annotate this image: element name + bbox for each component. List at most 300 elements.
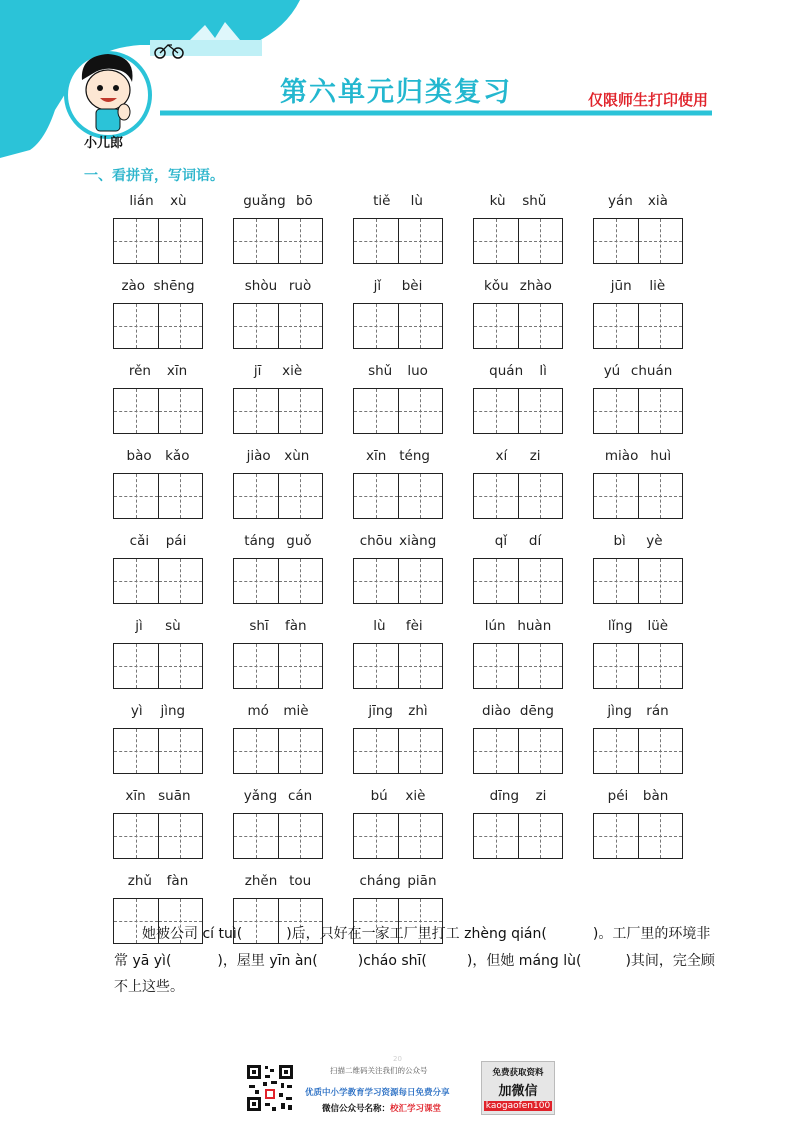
pinyin-label [113, 530, 203, 552]
pinyin-syllable: lún [484, 618, 506, 634]
character-boxes [473, 643, 563, 689]
character-boxes [233, 813, 323, 859]
writing-cell[interactable] [594, 814, 638, 858]
pinyin-syllable: lǐng [607, 618, 633, 634]
footer-line-2: 优质中小学教育学习资源每日免费分享 [305, 1088, 450, 1098]
pinyin-label [113, 190, 203, 212]
pinyin-syllable: dí [528, 533, 542, 549]
pinyin-syllable: suān [158, 788, 191, 804]
pinyin-label [233, 190, 323, 212]
writing-cell[interactable] [354, 219, 398, 263]
pinyin-syllable: zào [121, 278, 146, 294]
wechat-badge [481, 1061, 555, 1115]
badge-line-1: 免费获取资料 [492, 1068, 544, 1078]
character-boxes [113, 218, 203, 264]
footer-line-3 [322, 1102, 441, 1114]
pinyin-label [473, 445, 563, 467]
pinyin-syllable: xīn [125, 788, 146, 804]
pinyin-syllable: jī [253, 363, 262, 379]
word-item [593, 700, 683, 774]
character-boxes [473, 218, 563, 264]
pinyin-syllable: jūn [610, 278, 632, 294]
writing-cell[interactable] [518, 559, 563, 603]
word-item [113, 785, 203, 859]
word-item [593, 530, 683, 604]
writing-cell[interactable] [474, 559, 518, 603]
pinyin-syllable: jǐ [373, 278, 382, 294]
writing-cell[interactable] [354, 389, 398, 433]
pinyin-label [233, 615, 323, 637]
pinyin-syllable: quán [489, 363, 524, 379]
character-boxes [233, 218, 323, 264]
pinyin-syllable: zhǔ [127, 873, 152, 889]
writing-cell[interactable] [234, 559, 278, 603]
writing-cell[interactable] [474, 644, 518, 688]
writing-cell[interactable] [278, 644, 323, 688]
writing-cell[interactable] [398, 304, 443, 348]
character-boxes [113, 473, 203, 519]
writing-cell[interactable] [638, 814, 683, 858]
pinyin-syllable: guǎng [243, 193, 286, 209]
word-item [233, 360, 323, 434]
pinyin-syllable: yán [608, 193, 633, 209]
pinyin-syllable: dēng [519, 703, 554, 719]
pinyin-syllable: xiè [405, 788, 426, 804]
pinyin-label [593, 700, 683, 722]
character-boxes [473, 813, 563, 859]
writing-cell[interactable] [518, 474, 563, 518]
word-item [233, 700, 323, 774]
writing-cell[interactable] [158, 559, 203, 603]
pinyin-syllable: fèi [405, 618, 423, 634]
writing-cell[interactable] [638, 389, 683, 433]
writing-cell[interactable] [158, 814, 203, 858]
word-item [473, 530, 563, 604]
character-boxes [113, 643, 203, 689]
writing-cell[interactable] [474, 304, 518, 348]
writing-cell[interactable] [234, 304, 278, 348]
writing-cell[interactable] [158, 474, 203, 518]
word-item [593, 275, 683, 349]
writing-cell[interactable] [158, 729, 203, 773]
writing-cell[interactable] [518, 644, 563, 688]
character-boxes [473, 473, 563, 519]
writing-cell[interactable] [158, 389, 203, 433]
pinyin-label [113, 870, 203, 892]
character-boxes [473, 728, 563, 774]
word-item [593, 615, 683, 689]
writing-cell[interactable] [234, 389, 278, 433]
pinyin-syllable: cháng [359, 873, 401, 889]
word-item [113, 445, 203, 519]
word-item [353, 700, 443, 774]
writing-cell[interactable] [234, 814, 278, 858]
writing-cell[interactable] [638, 474, 683, 518]
character-boxes [593, 303, 683, 349]
writing-cell[interactable] [594, 304, 638, 348]
badge-line-3: kaogaofen100 [485, 1101, 551, 1111]
pinyin-syllable: shǔ [522, 193, 547, 209]
writing-cell[interactable] [518, 389, 563, 433]
writing-cell[interactable] [278, 389, 323, 433]
pinyin-syllable: qǐ [494, 533, 508, 549]
pinyin-syllable: huì [650, 448, 672, 464]
writing-cell[interactable] [398, 729, 443, 773]
character-boxes [113, 303, 203, 349]
writing-cell[interactable] [638, 219, 683, 263]
word-item [353, 275, 443, 349]
pinyin-syllable: huàn [517, 618, 552, 634]
writing-cell[interactable] [278, 304, 323, 348]
pinyin-label [593, 445, 683, 467]
word-item [353, 190, 443, 264]
character-boxes [353, 473, 443, 519]
pinyin-syllable: bō [295, 193, 313, 209]
writing-cell[interactable] [114, 219, 158, 263]
writing-cell[interactable] [354, 304, 398, 348]
pinyin-syllable: xià [647, 193, 668, 209]
character-boxes [113, 728, 203, 774]
word-item [473, 360, 563, 434]
word-item [233, 275, 323, 349]
writing-cell[interactable] [638, 304, 683, 348]
writing-cell[interactable] [158, 304, 203, 348]
pinyin-label [113, 785, 203, 807]
writing-cell[interactable] [354, 644, 398, 688]
word-item [593, 445, 683, 519]
word-item [473, 190, 563, 264]
pinyin-syllable: xīn [365, 448, 387, 464]
pinyin-label [233, 445, 323, 467]
section-title: 一、看拼音，写词语。 [84, 168, 224, 184]
character-boxes [353, 388, 443, 434]
pinyin-syllable: pái [165, 533, 187, 549]
pinyin-syllable: jīng [368, 703, 393, 719]
pinyin-syllable: fàn [166, 873, 189, 889]
writing-cell[interactable] [474, 729, 518, 773]
pinyin-syllable: táng [244, 533, 275, 549]
pinyin-syllable: lù [373, 618, 386, 634]
pinyin-label [473, 615, 563, 637]
pinyin-syllable: sù [165, 618, 181, 634]
writing-cell[interactable] [278, 559, 323, 603]
pinyin-label [593, 530, 683, 552]
writing-cell[interactable] [354, 474, 398, 518]
pinyin-syllable: jìng [607, 703, 632, 719]
pinyin-syllable: kǒu [484, 278, 509, 294]
pinyin-syllable: bì [613, 533, 626, 549]
passage-seg-1: 她被公司 cí tuì( [142, 926, 243, 942]
character-boxes [593, 728, 683, 774]
pinyin-label [473, 700, 563, 722]
writing-cell[interactable] [114, 729, 158, 773]
pinyin-syllable: zhào [519, 278, 552, 294]
pinyin-syllable: zhì [408, 703, 428, 719]
word-item [113, 360, 203, 434]
character-boxes [233, 558, 323, 604]
pinyin-syllable: rán [646, 703, 669, 719]
reading-passage [114, 921, 718, 1001]
pinyin-label [353, 700, 443, 722]
writing-cell[interactable] [398, 219, 443, 263]
pinyin-label [353, 445, 443, 467]
pinyin-syllable: kǎo [165, 448, 190, 464]
pinyin-syllable: xùn [284, 448, 310, 464]
pinyin-syllable: chuán [630, 363, 673, 379]
pinyin-label [113, 700, 203, 722]
pinyin-syllable: lù [410, 193, 423, 209]
writing-cell[interactable] [354, 559, 398, 603]
word-item [233, 615, 323, 689]
writing-cell[interactable] [474, 219, 518, 263]
pinyin-label [233, 530, 323, 552]
writing-cell[interactable] [398, 389, 443, 433]
pinyin-syllable: guǒ [286, 533, 312, 549]
pinyin-label [593, 190, 683, 212]
pinyin-syllable: miào [604, 448, 639, 464]
character-boxes [353, 558, 443, 604]
pinyin-syllable: miè [283, 703, 309, 719]
word-item [353, 445, 443, 519]
word-item [113, 275, 203, 349]
pinyin-syllable: tou [289, 873, 312, 889]
pinyin-label [353, 785, 443, 807]
character-boxes [473, 388, 563, 434]
pinyin-syllable: shēng [153, 278, 195, 294]
pinyin-label [353, 360, 443, 382]
pinyin-label [473, 785, 563, 807]
writing-cell[interactable] [518, 729, 563, 773]
character-boxes [593, 473, 683, 519]
footer [0, 1055, 800, 1123]
pinyin-syllable: yǎng [243, 788, 278, 804]
writing-cell[interactable] [114, 814, 158, 858]
writing-cell[interactable] [638, 644, 683, 688]
word-item [593, 360, 683, 434]
pinyin-label [113, 360, 203, 382]
character-boxes [473, 558, 563, 604]
writing-cell[interactable] [398, 474, 443, 518]
writing-cell[interactable] [114, 644, 158, 688]
badge-line-2: 加微信 [498, 1084, 538, 1099]
pinyin-syllable: diào [482, 703, 511, 719]
character-boxes [113, 813, 203, 859]
character-boxes [353, 813, 443, 859]
pinyin-label [473, 190, 563, 212]
pinyin-label [593, 275, 683, 297]
pinyin-syllable: luo [407, 363, 428, 379]
pinyin-syllable: bèi [401, 278, 423, 294]
pinyin-syllable: shòu [244, 278, 278, 294]
pinyin-syllable: lüè [647, 618, 669, 634]
pinyin-label [233, 870, 323, 892]
writing-cell[interactable] [234, 644, 278, 688]
writing-cell[interactable] [518, 814, 563, 858]
print-notice: 仅限师生打印使用 [588, 91, 709, 109]
writing-cell[interactable] [518, 219, 563, 263]
pinyin-syllable: xiàng [399, 533, 437, 549]
writing-cell[interactable] [114, 389, 158, 433]
writing-cell[interactable] [278, 814, 323, 858]
passage-seg-4: )，屋里 yīn àn( [217, 952, 318, 969]
word-item [353, 615, 443, 689]
character-boxes [593, 388, 683, 434]
word-item [473, 275, 563, 349]
pinyin-syllable: xí [495, 448, 508, 464]
passage-seg-6: )，但她 máng lù( [466, 952, 582, 969]
pinyin-label [353, 530, 443, 552]
character-boxes [233, 728, 323, 774]
character-boxes [593, 218, 683, 264]
pinyin-syllable: kù [489, 193, 506, 209]
character-boxes [593, 813, 683, 859]
writing-cell[interactable] [354, 729, 398, 773]
character-boxes [593, 558, 683, 604]
pinyin-syllable: shǔ [368, 363, 393, 379]
pinyin-syllable: dīng [489, 788, 520, 804]
writing-cell[interactable] [234, 729, 278, 773]
pinyin-syllable: cǎi [129, 533, 150, 549]
character-boxes [233, 473, 323, 519]
pinyin-syllable: zi [529, 448, 541, 464]
writing-cell[interactable] [158, 644, 203, 688]
pinyin-label [233, 785, 323, 807]
pinyin-syllable: yè [646, 533, 663, 549]
word-item [593, 785, 683, 859]
page-title: 第六单元归类复习 [280, 77, 512, 108]
pinyin-label [113, 615, 203, 637]
writing-cell[interactable] [594, 559, 638, 603]
pinyin-syllable: xù [170, 193, 187, 209]
writing-cell[interactable] [398, 814, 443, 858]
word-item [473, 445, 563, 519]
writing-cell[interactable] [114, 474, 158, 518]
writing-cell[interactable] [594, 474, 638, 518]
pinyin-syllable: xiè [282, 363, 303, 379]
passage-seg-3: )。工厂里的环境非常 yā yì( [114, 926, 711, 969]
word-item [473, 785, 563, 859]
pinyin-syllable: lián [129, 193, 154, 209]
pinyin-syllable: bú [370, 788, 388, 804]
character-boxes [353, 218, 443, 264]
pinyin-syllable: piān [407, 873, 437, 889]
pinyin-syllable: chōu [359, 533, 393, 549]
pinyin-syllable: jìng [160, 703, 186, 719]
passage-seg-2: )后，只好在一家工厂里打工 zhèng qián( [286, 926, 547, 942]
writing-cell[interactable] [234, 474, 278, 518]
pinyin-label [353, 870, 443, 892]
writing-cell[interactable] [278, 474, 323, 518]
pinyin-label [233, 275, 323, 297]
word-item [593, 190, 683, 264]
passage-seg-7: )其间，完全顾不上这些。 [114, 952, 715, 995]
brand-logo-text: 小儿郎 [84, 136, 124, 151]
pinyin-label [593, 785, 683, 807]
character-boxes [113, 388, 203, 434]
pinyin-syllable: liè [649, 278, 666, 294]
word-item [113, 615, 203, 689]
word-item [233, 530, 323, 604]
pinyin-label [353, 190, 443, 212]
writing-cell[interactable] [114, 304, 158, 348]
pinyin-label [473, 275, 563, 297]
word-item [113, 700, 203, 774]
footer-account-name: 校汇学习课堂 [390, 1104, 442, 1114]
character-boxes [473, 303, 563, 349]
pinyin-syllable: lì [539, 363, 547, 379]
character-boxes [233, 303, 323, 349]
writing-cell[interactable] [158, 219, 203, 263]
writing-cell[interactable] [594, 219, 638, 263]
writing-cell[interactable] [114, 559, 158, 603]
character-boxes [353, 303, 443, 349]
character-boxes [233, 388, 323, 434]
writing-cell[interactable] [354, 814, 398, 858]
word-item [233, 785, 323, 859]
pinyin-word-grid [113, 190, 753, 944]
pinyin-syllable: jiào [246, 448, 271, 464]
writing-cell[interactable] [398, 559, 443, 603]
pinyin-syllable: xīn [166, 363, 188, 379]
pinyin-label [233, 360, 323, 382]
pinyin-syllable: yì [130, 703, 143, 719]
word-item [473, 700, 563, 774]
writing-cell[interactable] [594, 729, 638, 773]
pinyin-syllable: mó [247, 703, 269, 719]
character-boxes [353, 643, 443, 689]
pinyin-label [593, 615, 683, 637]
writing-cell[interactable] [278, 729, 323, 773]
writing-cell[interactable] [594, 389, 638, 433]
pinyin-label [473, 530, 563, 552]
word-item [353, 360, 443, 434]
character-boxes [233, 643, 323, 689]
writing-cell[interactable] [638, 729, 683, 773]
pinyin-syllable: bàn [642, 788, 669, 804]
writing-cell[interactable] [398, 644, 443, 688]
character-boxes [593, 643, 683, 689]
character-boxes [353, 728, 443, 774]
writing-cell[interactable] [474, 814, 518, 858]
pinyin-syllable: téng [399, 448, 430, 464]
page-number: 20 [393, 1055, 402, 1063]
writing-cell[interactable] [234, 219, 278, 263]
pinyin-label [593, 360, 683, 382]
pinyin-syllable: ruò [288, 278, 312, 294]
pinyin-syllable: yú [603, 363, 621, 379]
writing-cell[interactable] [474, 389, 518, 433]
pinyin-syllable: bào [126, 448, 152, 464]
pinyin-label [233, 700, 323, 722]
word-item [233, 445, 323, 519]
writing-cell[interactable] [594, 644, 638, 688]
writing-cell[interactable] [278, 219, 323, 263]
character-boxes [113, 558, 203, 604]
pinyin-syllable: rěn [128, 363, 151, 379]
pinyin-syllable: jì [135, 618, 143, 634]
pinyin-syllable: shī [249, 618, 269, 634]
pinyin-label [113, 275, 203, 297]
word-item [113, 530, 203, 604]
footer-account-label: 微信公众号名称： [322, 1104, 391, 1114]
qr-code-icon [245, 1063, 295, 1113]
writing-cell[interactable] [474, 474, 518, 518]
writing-cell[interactable] [518, 304, 563, 348]
pinyin-label [473, 360, 563, 382]
writing-cell[interactable] [638, 559, 683, 603]
passage-seg-5: )cháo shī( [357, 952, 427, 969]
pinyin-syllable: péi [607, 788, 629, 804]
